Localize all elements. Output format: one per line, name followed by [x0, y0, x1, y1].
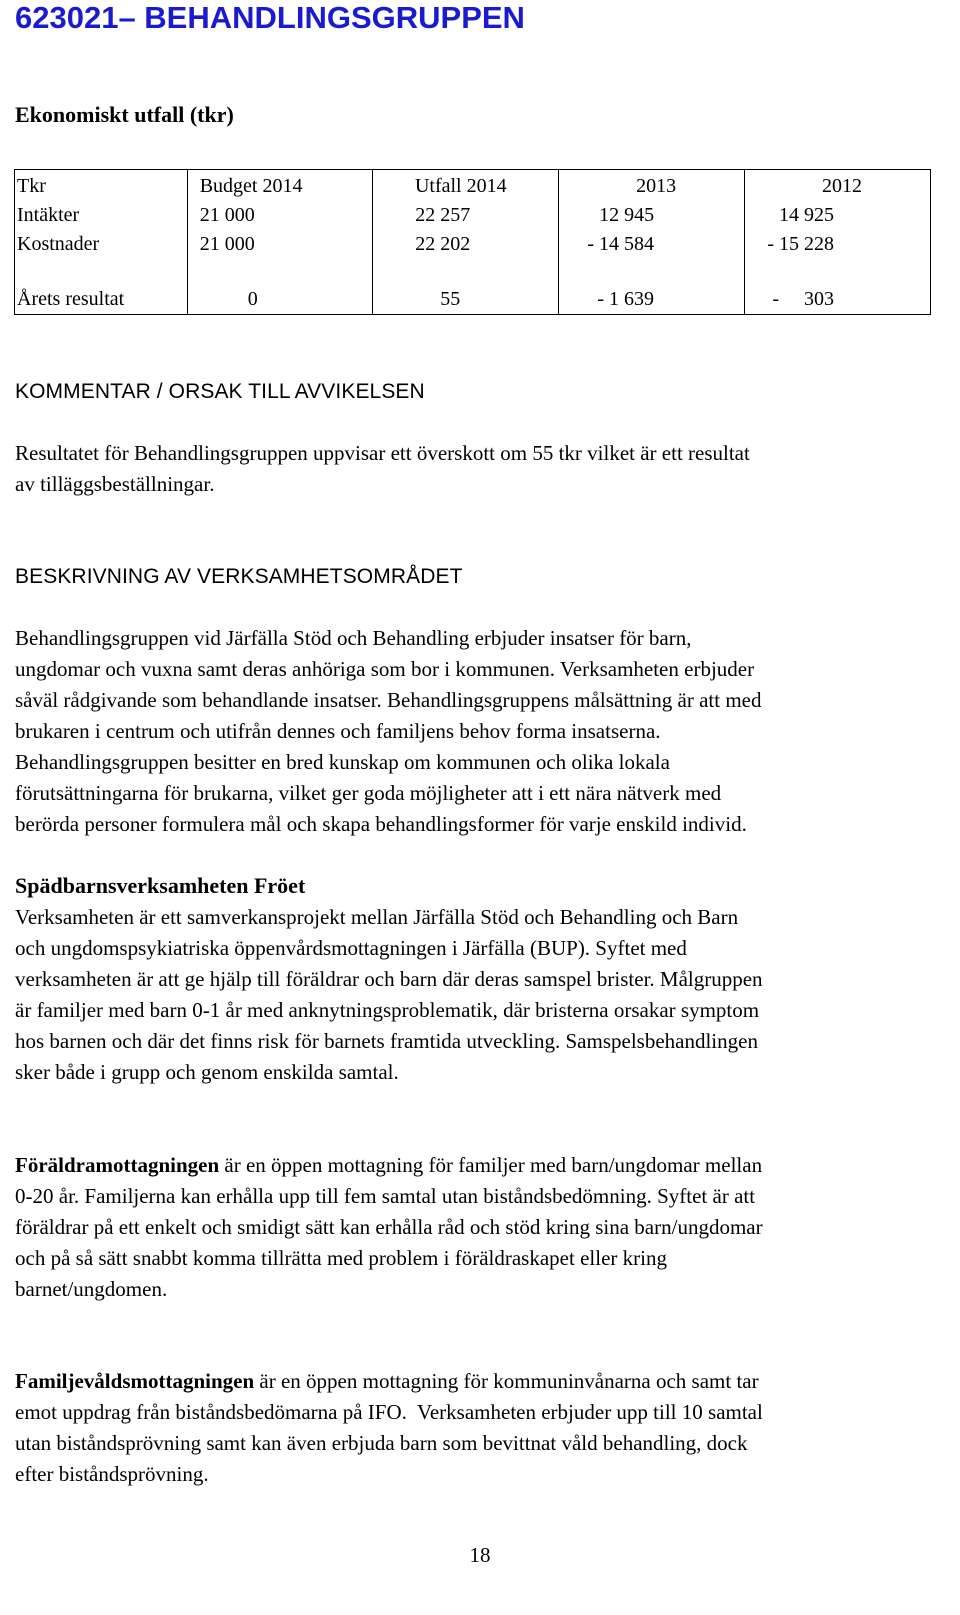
text-fragment: är en öppen mottagning för kommuninvånarna och samt tar	[254, 1369, 759, 1393]
table-cell: 12 945	[559, 201, 745, 230]
text-line: verksamheten är att ge hjälp till föräldrar och barn där deras samspel brister. Målgruppen	[15, 967, 763, 991]
page-number: 18	[469, 1543, 491, 1567]
comment-paragraph	[15, 438, 935, 500]
page-title: 623021– BEHANDLINGSGRUPPEN	[15, 0, 525, 35]
text-line: av tilläggsbeställningar.	[15, 472, 215, 496]
table-cell: - 303	[745, 259, 931, 315]
text-line: efter biståndsprövning.	[15, 1462, 209, 1486]
text-fragment: är en öppen mottagning för familjer med barn/ungdomar mellan	[219, 1153, 763, 1177]
table-header-cell: Tkr	[15, 170, 188, 202]
economic-outcome-heading: Ekonomiskt utfall (tkr)	[15, 102, 234, 127]
table-header-cell: Utfall 2014	[373, 170, 559, 202]
familjevaldsmottagningen-paragraph	[15, 1366, 935, 1490]
text-line: Verksamheten är ett samverkansprojekt mellan Järfälla Stöd och Behandling och Barn	[15, 905, 739, 929]
description-heading: BESKRIVNING AV VERKSAMHETSOMRÅDET	[15, 565, 463, 588]
table-header-cell: 2013	[559, 170, 745, 202]
table-row	[15, 259, 931, 315]
table-cell: Kostnader	[15, 230, 188, 259]
table-row	[15, 201, 931, 230]
table-cell: Årets resultat	[15, 259, 188, 315]
text-line: såväl rådgivande som behandlande insatser. Behandlingsgruppens målsättning är att med	[15, 688, 762, 712]
froet-heading: Spädbarnsverksamheten Fröet	[15, 873, 306, 898]
table-header-row	[15, 170, 931, 202]
table-cell: 21 000	[187, 201, 373, 230]
foraldramottagningen-lead: Föräldramottagningen	[15, 1153, 220, 1177]
text-line: föräldrar på ett enkelt och smidigt sätt kan erhålla råd och stöd kring sina barn/ungdomar	[15, 1215, 763, 1239]
table-cell: 22 257	[373, 201, 559, 230]
text-line	[15, 1366, 935, 1397]
foraldramottagningen-paragraph	[15, 1150, 935, 1305]
text-line: sker både i grupp och genom enskilda samtal.	[15, 1060, 399, 1084]
text-line: och på så sätt snabbt komma tillrätta med problem i föräldraskapet eller kring	[15, 1246, 667, 1270]
economic-outcome-table	[14, 169, 931, 315]
description-paragraph	[15, 623, 935, 840]
table-cell: 14 925	[745, 201, 931, 230]
table-cell: 21 000	[187, 230, 373, 259]
text-line: och ungdomspsykiatriska öppenvårdsmottagningen i Järfälla (BUP). Syftet med	[15, 936, 687, 960]
comment-heading: KOMMENTAR / ORSAK TILL AVVIKELSEN	[15, 380, 425, 403]
text-line: berörda personer formulera mål och skapa behandlingsformer för varje enskild individ.	[15, 812, 747, 836]
table-row	[15, 230, 931, 259]
text-line: brukaren i centrum och utifrån dennes och familjens behov forma insatserna.	[15, 719, 661, 743]
text-line: emot uppdrag från biståndsbedömarna på IFO. Verksamheten erbjuder upp till 10 samtal	[15, 1400, 763, 1424]
text-line: Behandlingsgruppen vid Järfälla Stöd och Behandling erbjuder insatser för barn,	[15, 626, 692, 650]
text-line: Resultatet för Behandlingsgruppen uppvisar ett överskott om 55 tkr vilket är ett resultat	[15, 441, 750, 465]
text-line: är familjer med barn 0-1 år med anknytningsproblematik, där bristerna orsakar symptom	[15, 998, 760, 1022]
text-line	[15, 1150, 935, 1181]
familjevaldsmottagningen-lead: Familjevåldsmottagningen	[15, 1369, 255, 1393]
text-line: förutsättningarna för brukarna, vilket ger goda möjligheter att i ett nära nätverk med	[15, 781, 722, 805]
text-line: Behandlingsgruppen besitter en bred kunskap om kommunen och olika lokala	[15, 750, 670, 774]
table-cell: - 1 639	[559, 259, 745, 315]
text-line: ungdomar och vuxna samt deras anhöriga som bor i kommunen. Verksamheten erbjuder	[15, 657, 755, 681]
table-cell: 0	[187, 259, 373, 315]
table-cell: 55	[373, 259, 559, 315]
table-header-cell: 2012	[745, 170, 931, 202]
table-cell: - 14 584	[559, 230, 745, 259]
text-line: hos barnen och där det finns risk för barnets framtida utveckling. Samspelsbehandlingen	[15, 1029, 758, 1053]
froet-paragraph	[15, 902, 935, 1088]
table-cell: - 15 228	[745, 230, 931, 259]
table-header-cell: Budget 2014	[187, 170, 373, 202]
table-cell: 22 202	[373, 230, 559, 259]
table-cell: Intäkter	[15, 201, 188, 230]
text-line: 0-20 år. Familjerna kan erhålla upp till fem samtal utan biståndsbedömning. Syftet är att	[15, 1184, 756, 1208]
text-line: barnet/ungdomen.	[15, 1277, 168, 1301]
text-line: utan biståndsprövning samt kan även erbjuda barn som bevittnat våld behandling, dock	[15, 1431, 748, 1455]
